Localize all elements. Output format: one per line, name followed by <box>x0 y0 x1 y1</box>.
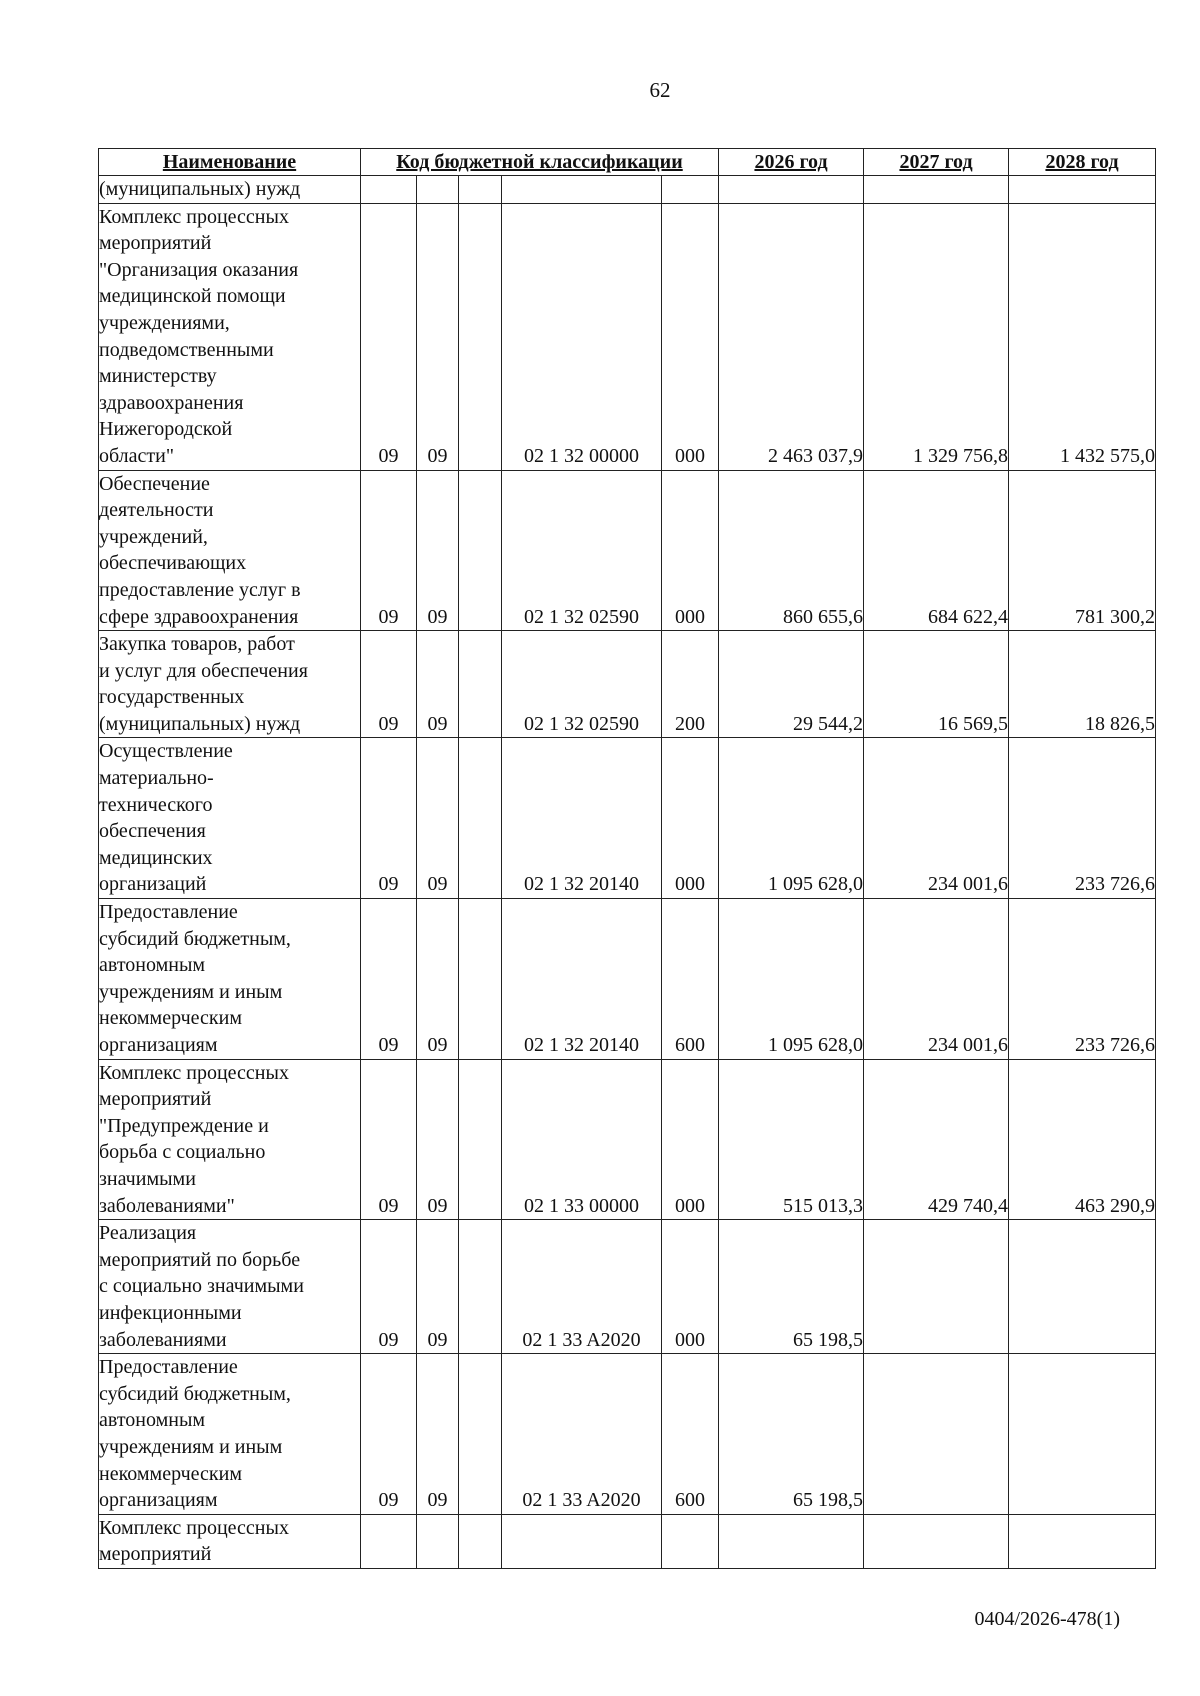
amount-2026-cell: 1 095 628,0 <box>719 738 864 899</box>
code-expense-type-cell: 600 <box>662 899 719 1060</box>
row-name-text: Предоставление субсидий бюджетным, автономным учреждениям и иным некоммерческим организациям <box>99 901 291 1056</box>
page-number: 62 <box>649 78 671 102</box>
amount-2026-cell <box>719 1514 864 1568</box>
table-row <box>99 899 1156 1060</box>
row-name-text: Комплекс процессных мероприятий "Организация оказания медицинской помощи учреждениями, подведомственными министерству здравоохранения Нижегородской области" <box>99 205 299 467</box>
amount-2028-cell: 18 826,5 <box>1009 631 1156 738</box>
amount-2028-cell: 233 726,6 <box>1009 899 1156 1060</box>
header-2027: 2027 год <box>864 149 1009 176</box>
row-name-cell <box>99 470 361 631</box>
code-subsection-cell <box>417 1514 459 1568</box>
table-row <box>99 738 1156 899</box>
code-spacer-cell <box>459 176 502 204</box>
row-name-text: Обеспечение деятельности учреждений, обеспечивающих предоставление услуг в сфере здравоохранения <box>99 472 301 628</box>
table-header-row <box>99 149 1156 176</box>
code-section-cell: 09 <box>361 203 417 470</box>
code-spacer-cell <box>459 1059 502 1220</box>
row-name-cell <box>99 176 361 204</box>
code-spacer-cell <box>459 470 502 631</box>
code-section-cell: 09 <box>361 631 417 738</box>
table-row <box>99 1354 1156 1515</box>
amount-2028-cell <box>1009 176 1156 204</box>
header-code: Код бюджетной классификации <box>361 149 719 176</box>
code-expense-type-cell: 000 <box>662 470 719 631</box>
code-section-cell: 09 <box>361 470 417 631</box>
amount-2026-cell: 65 198,5 <box>719 1220 864 1354</box>
code-target-article-cell: 02 1 32 02590 <box>502 470 662 631</box>
row-name-text: Закупка товаров, работ и услуг для обеспечения государственных (муниципальных) нужд <box>99 633 308 735</box>
code-target-article-cell <box>502 1514 662 1568</box>
code-section-cell <box>361 176 417 204</box>
amount-2027-cell <box>864 176 1009 204</box>
table-row <box>99 176 1156 204</box>
code-expense-type-cell <box>662 176 719 204</box>
table-row <box>99 1220 1156 1354</box>
row-name-text: Комплекс процессных мероприятий <box>99 1516 289 1566</box>
code-section-cell: 09 <box>361 738 417 899</box>
code-spacer-cell <box>459 631 502 738</box>
row-name-cell <box>99 203 361 470</box>
code-target-article-cell: 02 1 33 A2020 <box>502 1220 662 1354</box>
amount-2027-cell: 429 740,4 <box>864 1059 1009 1220</box>
table-row <box>99 1059 1156 1220</box>
code-spacer-cell <box>459 1220 502 1354</box>
code-target-article-cell: 02 1 32 00000 <box>502 203 662 470</box>
code-subsection-cell: 09 <box>417 1059 459 1220</box>
document-id: 0404/2026-478(1) <box>974 1608 1120 1630</box>
amount-2028-cell <box>1009 1354 1156 1515</box>
code-expense-type-cell: 600 <box>662 1354 719 1515</box>
amount-2028-cell <box>1009 1220 1156 1354</box>
code-section-cell: 09 <box>361 1354 417 1515</box>
row-name-text: Предоставление субсидий бюджетным, автономным учреждениям и иным некоммерческим организациям <box>99 1356 291 1512</box>
amount-2028-cell: 463 290,9 <box>1009 1059 1156 1220</box>
code-subsection-cell: 09 <box>417 470 459 631</box>
code-spacer-cell <box>459 738 502 899</box>
code-target-article-cell: 02 1 32 02590 <box>502 631 662 738</box>
code-target-article-cell: 02 1 32 20140 <box>502 899 662 1060</box>
row-name-cell <box>99 1220 361 1354</box>
code-target-article-cell <box>502 176 662 204</box>
code-spacer-cell <box>459 899 502 1060</box>
code-target-article-cell: 02 1 33 A2020 <box>502 1354 662 1515</box>
budget-table <box>98 148 1156 1569</box>
amount-2028-cell: 233 726,6 <box>1009 738 1156 899</box>
row-name-text: (муниципальных) нужд <box>99 178 301 200</box>
code-subsection-cell: 09 <box>417 1354 459 1515</box>
amount-2028-cell: 1 432 575,0 <box>1009 203 1156 470</box>
row-name-text: Комплекс процессных мероприятий "Предупреждение и борьба с социально значимыми заболеваниями" <box>99 1061 289 1217</box>
row-name-cell <box>99 738 361 899</box>
amount-2027-cell <box>864 1220 1009 1354</box>
amount-2027-cell: 234 001,6 <box>864 899 1009 1060</box>
amount-2026-cell: 29 544,2 <box>719 631 864 738</box>
amount-2026-cell: 1 095 628,0 <box>719 899 864 1060</box>
amount-2026-cell: 2 463 037,9 <box>719 203 864 470</box>
table-row <box>99 1514 1156 1568</box>
amount-2026-cell: 860 655,6 <box>719 470 864 631</box>
row-name-text: Осуществление материально- технического обеспечения медицинских организаций <box>99 740 233 896</box>
amount-2027-cell <box>864 1514 1009 1568</box>
header-name: Наименование <box>99 149 361 176</box>
table-row <box>99 470 1156 631</box>
code-expense-type-cell: 000 <box>662 1059 719 1220</box>
code-spacer-cell <box>459 203 502 470</box>
row-name-cell <box>99 1059 361 1220</box>
amount-2028-cell: 781 300,2 <box>1009 470 1156 631</box>
table-row <box>99 203 1156 470</box>
code-target-article-cell: 02 1 32 20140 <box>502 738 662 899</box>
amount-2026-cell: 65 198,5 <box>719 1354 864 1515</box>
code-expense-type-cell: 000 <box>662 1220 719 1354</box>
amount-2027-cell: 16 569,5 <box>864 631 1009 738</box>
code-expense-type-cell: 000 <box>662 738 719 899</box>
header-2028: 2028 год <box>1009 149 1156 176</box>
row-name-cell <box>99 631 361 738</box>
code-expense-type-cell: 200 <box>662 631 719 738</box>
row-name-text: Реализация мероприятий по борьбе с социально значимыми инфекционными заболеваниями <box>99 1222 304 1351</box>
code-expense-type-cell <box>662 1514 719 1568</box>
header-2026: 2026 год <box>719 149 864 176</box>
row-name-cell <box>99 1354 361 1515</box>
table-row <box>99 631 1156 738</box>
code-expense-type-cell: 000 <box>662 203 719 470</box>
code-subsection-cell: 09 <box>417 203 459 470</box>
amount-2028-cell <box>1009 1514 1156 1568</box>
code-section-cell: 09 <box>361 1059 417 1220</box>
code-subsection-cell: 09 <box>417 1220 459 1354</box>
amount-2027-cell: 1 329 756,8 <box>864 203 1009 470</box>
code-subsection-cell <box>417 176 459 204</box>
code-subsection-cell: 09 <box>417 738 459 899</box>
code-subsection-cell: 09 <box>417 631 459 738</box>
code-spacer-cell <box>459 1354 502 1515</box>
code-subsection-cell: 09 <box>417 899 459 1060</box>
amount-2026-cell: 515 013,3 <box>719 1059 864 1220</box>
amount-2026-cell <box>719 176 864 204</box>
code-target-article-cell: 02 1 33 00000 <box>502 1059 662 1220</box>
code-section-cell <box>361 1514 417 1568</box>
code-spacer-cell <box>459 1514 502 1568</box>
amount-2027-cell: 684 622,4 <box>864 470 1009 631</box>
amount-2027-cell: 234 001,6 <box>864 738 1009 899</box>
row-name-cell <box>99 1514 361 1568</box>
row-name-cell <box>99 899 361 1060</box>
amount-2027-cell <box>864 1354 1009 1515</box>
code-section-cell: 09 <box>361 899 417 1060</box>
code-section-cell: 09 <box>361 1220 417 1354</box>
